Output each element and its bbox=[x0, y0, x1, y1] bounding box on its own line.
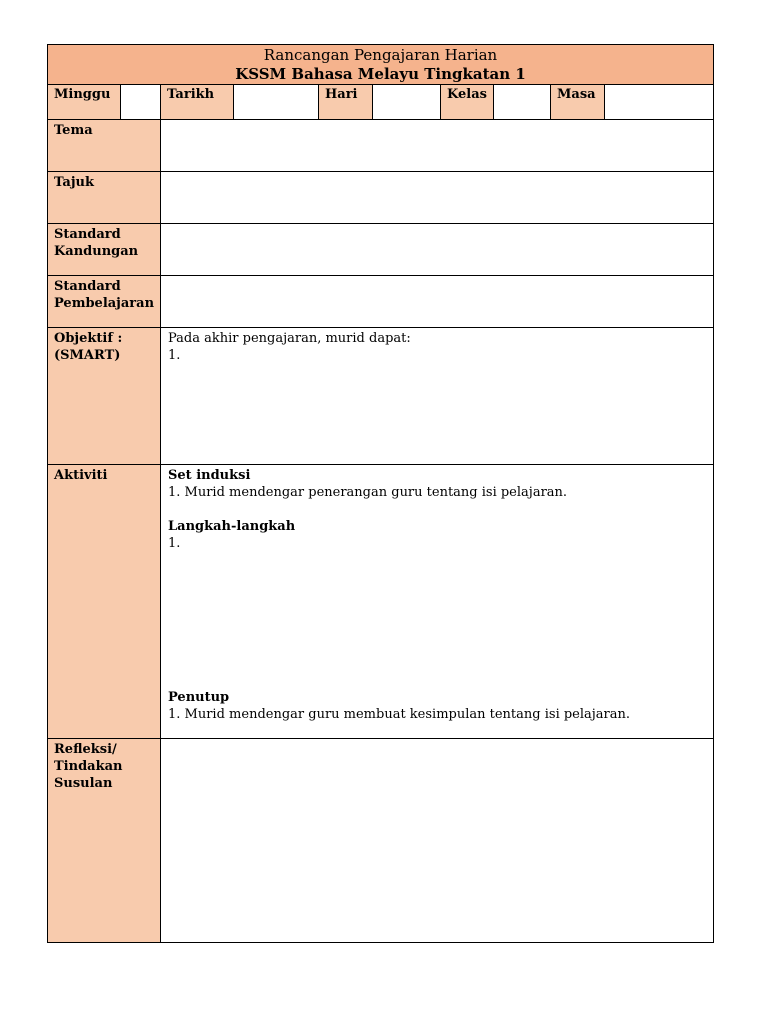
objektif-field[interactable] bbox=[161, 328, 713, 464]
refleksi-label-line-1: Refleksi/ bbox=[54, 742, 117, 757]
objektif-intro: Pada akhir pengajaran, murid dapat: bbox=[168, 331, 411, 346]
title-line-1: Rancangan Pengajaran Harian bbox=[263, 46, 498, 64]
info-row bbox=[48, 85, 713, 120]
objektif-label bbox=[48, 328, 161, 464]
minggu-field[interactable] bbox=[121, 85, 161, 119]
standard-kandungan-row bbox=[48, 224, 713, 276]
langkah-item-1: 1. bbox=[168, 536, 181, 551]
objektif-item-1: 1. bbox=[168, 348, 181, 363]
rph-form bbox=[47, 44, 714, 943]
tarikh-label: Tarikh bbox=[161, 85, 234, 119]
refleksi-label-line-3: Susulan bbox=[54, 776, 113, 791]
set-induksi-item-1: 1. Murid mendengar penerangan guru tentang isi pelajaran. bbox=[168, 485, 568, 500]
kelas-label: Kelas bbox=[441, 85, 494, 119]
tema-row bbox=[48, 120, 713, 172]
sk-label-line-1: Standard bbox=[54, 227, 121, 242]
refleksi-label-line-2: Tindakan bbox=[54, 759, 123, 774]
sk-label-line-2: Kandungan bbox=[54, 244, 139, 259]
hari-field[interactable] bbox=[373, 85, 441, 119]
aktiviti-label: Aktiviti bbox=[48, 465, 161, 738]
tema-label: Tema bbox=[48, 120, 161, 171]
standard-kandungan-field[interactable] bbox=[161, 224, 713, 275]
set-induksi-heading: Set induksi bbox=[168, 468, 251, 483]
refleksi-label bbox=[48, 739, 161, 942]
kelas-field[interactable] bbox=[494, 85, 551, 119]
objektif-label-line-1: Objektif : bbox=[54, 331, 123, 346]
penutup-block bbox=[168, 689, 630, 723]
masa-field[interactable] bbox=[605, 85, 713, 119]
aktiviti-row bbox=[48, 465, 713, 739]
refleksi-row bbox=[48, 739, 713, 942]
refleksi-field[interactable] bbox=[161, 739, 713, 942]
objektif-row bbox=[48, 328, 713, 465]
form-title bbox=[48, 45, 713, 85]
tajuk-row bbox=[48, 172, 713, 224]
tajuk-label: Tajuk bbox=[48, 172, 161, 223]
penutup-item-1: 1. Murid mendengar guru membuat kesimpulan tentang isi pelajaran. bbox=[168, 707, 631, 722]
tema-field[interactable] bbox=[161, 120, 713, 171]
hari-label: Hari bbox=[319, 85, 373, 119]
penutup-heading: Penutup bbox=[168, 690, 230, 705]
aktiviti-field[interactable] bbox=[161, 465, 713, 738]
standard-kandungan-label bbox=[48, 224, 161, 275]
objektif-label-line-2: (SMART) bbox=[54, 348, 121, 363]
langkah-heading: Langkah-langkah bbox=[168, 519, 296, 534]
minggu-label: Minggu bbox=[48, 85, 121, 119]
standard-pembelajaran-field[interactable] bbox=[161, 276, 713, 327]
tajuk-field[interactable] bbox=[161, 172, 713, 223]
title-line-2: KSSM Bahasa Melayu Tingkatan 1 bbox=[235, 65, 526, 83]
sp-label-line-1: Standard bbox=[54, 279, 121, 294]
standard-pembelajaran-row bbox=[48, 276, 713, 328]
standard-pembelajaran-label bbox=[48, 276, 161, 327]
tarikh-field[interactable] bbox=[234, 85, 319, 119]
sp-label-line-2: Pembelajaran bbox=[54, 296, 155, 311]
masa-label: Masa bbox=[551, 85, 605, 119]
